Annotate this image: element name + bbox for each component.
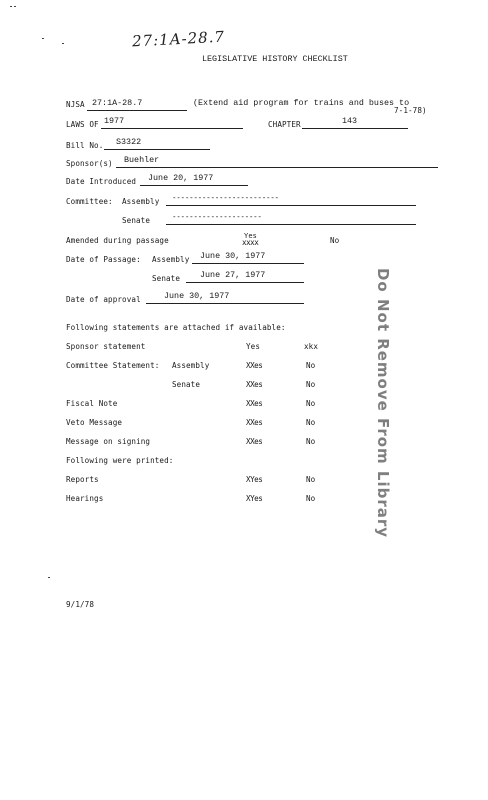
- chapter-label: CHAPTER: [268, 120, 301, 129]
- library-stamp-text: Do Not Remove From Library: [374, 267, 393, 538]
- statement-no: xkx: [304, 342, 319, 351]
- stray-mark: [48, 577, 50, 578]
- statement-label: Message on signing: [66, 437, 151, 446]
- approval-value: June 30, 1977: [164, 291, 230, 301]
- printed-no: No: [306, 494, 316, 503]
- committee-label: Committee:: [66, 197, 113, 206]
- printed-label: Hearings: [66, 494, 104, 503]
- sponsor-value: Buehler: [124, 155, 160, 165]
- passage-assembly-value: June 30, 1977: [200, 251, 266, 261]
- statement-yes: XXes: [246, 361, 263, 370]
- njsa-underline: [87, 110, 187, 111]
- passage-senate-label: Senate: [152, 274, 181, 283]
- bill-no-value: S3322: [116, 137, 142, 147]
- statement-yes: XXes: [246, 437, 263, 446]
- amended-yes: Yes: [244, 232, 257, 240]
- statement-no: No: [306, 418, 316, 427]
- library-stamp: [372, 267, 394, 538]
- sponsor-label: Sponsor(s): [66, 159, 113, 168]
- passage-label: Date of Passage:: [66, 255, 141, 264]
- committee-assembly-underline: [166, 205, 416, 206]
- statement-yes: XXes: [246, 380, 263, 389]
- committee-assembly-value: -------------------------: [172, 193, 279, 202]
- laws-of-value: 1977: [104, 116, 125, 126]
- amended-yes-strike: xxxx: [242, 238, 259, 247]
- amended-no: No: [330, 236, 340, 245]
- laws-of-label: LAWS OF: [66, 120, 99, 129]
- date-introduced-label: Date Introduced: [66, 177, 137, 186]
- statement-label: Veto Message: [66, 418, 123, 427]
- statement-no: No: [306, 399, 316, 408]
- njsa-value: 27:1A-28.7: [92, 98, 143, 108]
- statement-yes: Yes: [246, 342, 261, 351]
- statement-label: Committee Statement:: [66, 361, 160, 370]
- committee-senate-label: Senate: [122, 216, 151, 225]
- sponsor-underline: [116, 167, 438, 168]
- date-introduced-value: June 20, 1977: [148, 173, 214, 183]
- statement-sub-label: Assembly: [172, 361, 210, 370]
- passage-assembly-underline: [192, 263, 304, 264]
- date-introduced-underline: [140, 185, 248, 186]
- committee-assembly-label: Assembly: [122, 197, 160, 206]
- bill-no-label: Bill No.: [66, 141, 104, 150]
- laws-of-underline: [101, 128, 243, 129]
- statement-no: No: [306, 437, 316, 446]
- statement-sub-label: Senate: [172, 380, 201, 389]
- printed-label: Reports: [66, 475, 99, 484]
- statement-yes: XXes: [246, 399, 263, 408]
- attached-heading: Following statements are attached if available:: [66, 323, 286, 332]
- printed-no: No: [306, 475, 316, 484]
- committee-senate-underline: [166, 224, 416, 225]
- stray-mark: [14, 6, 16, 7]
- amended-label: Amended during passage: [66, 236, 169, 245]
- approval-label: Date of approval: [66, 295, 141, 304]
- statement-label: Fiscal Note: [66, 399, 118, 408]
- statement-yes: XXes: [246, 418, 263, 427]
- passage-senate-value: June 27, 1977: [200, 270, 266, 280]
- approval-underline: [146, 303, 304, 304]
- njsa-note: 7-1-78): [394, 106, 427, 115]
- stray-mark: [10, 6, 12, 7]
- footer-date: 9/1/78: [66, 600, 95, 609]
- printed-yes: XYes: [246, 494, 263, 503]
- committee-senate-value: ---------------------: [172, 212, 262, 221]
- chapter-value: 143: [342, 116, 358, 126]
- passage-senate-underline: [186, 282, 304, 283]
- njsa-description: (Extend aid program for trains and buses to: [193, 98, 410, 108]
- bill-no-underline: [104, 149, 210, 150]
- statement-no: No: [306, 380, 316, 389]
- passage-assembly-label: Assembly: [152, 255, 190, 264]
- chapter-underline: [302, 128, 408, 129]
- handwritten-file-number: 27:1A-28.7: [131, 27, 226, 51]
- printed-yes: XYes: [246, 475, 263, 484]
- stray-mark: [62, 43, 64, 44]
- statement-label: Sponsor statement: [66, 342, 146, 351]
- njsa-label: NJSA: [66, 100, 85, 109]
- stray-mark: [42, 38, 44, 39]
- printed-heading: Following were printed:: [66, 456, 174, 465]
- checklist-title: LEGISLATIVE HISTORY CHECKLIST: [202, 54, 348, 64]
- statement-no: No: [306, 361, 316, 370]
